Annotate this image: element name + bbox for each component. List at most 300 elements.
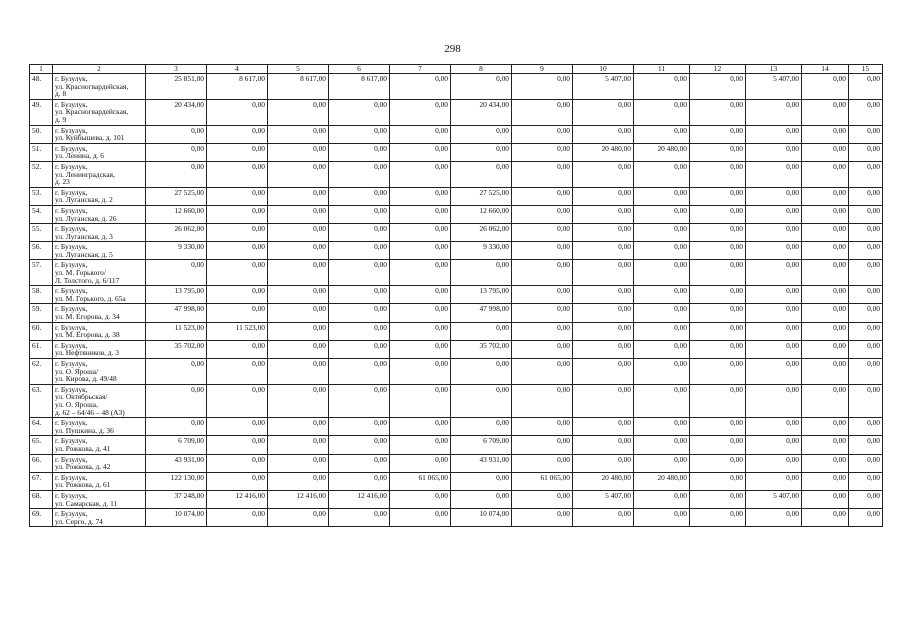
- value-cell: 0,00: [746, 340, 802, 358]
- value-cell: 6 709,00: [146, 436, 207, 454]
- value-cell: 0,00: [268, 286, 329, 304]
- value-cell: 0,00: [268, 418, 329, 436]
- value-cell: 0,00: [573, 187, 634, 205]
- value-cell: 12 660,00: [146, 205, 207, 223]
- value-cell: 0,00: [802, 304, 849, 322]
- value-cell: 6 709,00: [451, 436, 512, 454]
- value-cell: 0,00: [329, 304, 390, 322]
- value-cell: 0,00: [207, 125, 268, 143]
- value-cell: 0,00: [512, 99, 573, 125]
- address-cell: [53, 490, 146, 508]
- value-cell: 0,00: [634, 161, 690, 187]
- value-cell: 5 407,00: [573, 74, 634, 100]
- value-cell: 0,00: [746, 359, 802, 385]
- value-cell: 0,00: [802, 224, 849, 242]
- row-number: 69.: [30, 509, 53, 527]
- value-cell: 0,00: [146, 260, 207, 286]
- value-cell: 0,00: [746, 260, 802, 286]
- value-cell: 0,00: [329, 224, 390, 242]
- value-cell: 13 795,00: [146, 286, 207, 304]
- value-cell: 20 480,00: [634, 472, 690, 490]
- value-cell: 0,00: [207, 509, 268, 527]
- address-cell: [53, 286, 146, 304]
- address-line: г. Бузулук,: [55, 304, 88, 314]
- value-cell: 0,00: [268, 436, 329, 454]
- value-cell: 0,00: [512, 260, 573, 286]
- address-cell: [53, 472, 146, 490]
- value-cell: 0,00: [268, 454, 329, 472]
- value-cell: 0,00: [634, 418, 690, 436]
- value-cell: 0,00: [268, 161, 329, 187]
- value-cell: 0,00: [207, 340, 268, 358]
- value-cell: 0,00: [329, 509, 390, 527]
- value-cell: 0,00: [268, 304, 329, 322]
- table-row: [30, 340, 883, 358]
- address-line: ул. М. Горького, д. 65а: [55, 293, 126, 303]
- table-row: [30, 322, 883, 340]
- row-number: 48.: [30, 74, 53, 100]
- value-cell: 0,00: [573, 286, 634, 304]
- value-cell: 20 434,00: [451, 99, 512, 125]
- address-cell: [53, 99, 146, 125]
- value-cell: 0,00: [573, 242, 634, 260]
- value-cell: 0,00: [802, 161, 849, 187]
- value-cell: 0,00: [512, 143, 573, 161]
- value-cell: 0,00: [746, 187, 802, 205]
- value-cell: 43 931,00: [146, 454, 207, 472]
- address-line: ул. Луганская, д. 5: [55, 249, 113, 259]
- column-header: 15: [849, 65, 883, 74]
- value-cell: 0,00: [451, 322, 512, 340]
- value-cell: 0,00: [746, 418, 802, 436]
- row-number: 65.: [30, 436, 53, 454]
- value-cell: 5 407,00: [746, 490, 802, 508]
- value-cell: 0,00: [512, 187, 573, 205]
- value-cell: 0,00: [207, 286, 268, 304]
- address-cell: [53, 418, 146, 436]
- row-number: 67.: [30, 472, 53, 490]
- value-cell: 0,00: [268, 99, 329, 125]
- address-line: ул. Рожкова, д. 61: [55, 480, 111, 490]
- value-cell: 0,00: [849, 454, 883, 472]
- value-cell: 0,00: [849, 143, 883, 161]
- value-cell: 8 617,00: [329, 74, 390, 100]
- value-cell: 0,00: [268, 224, 329, 242]
- address-line: г. Бузулук,: [55, 74, 88, 83]
- address-cell: [53, 304, 146, 322]
- value-cell: 0,00: [746, 286, 802, 304]
- value-cell: 0,00: [451, 143, 512, 161]
- value-cell: 0,00: [268, 509, 329, 527]
- value-cell: 0,00: [849, 472, 883, 490]
- value-cell: 0,00: [268, 472, 329, 490]
- value-cell: 0,00: [390, 125, 451, 143]
- address-line: д. 8: [55, 89, 67, 99]
- row-number: 59.: [30, 304, 53, 322]
- value-cell: 0,00: [690, 436, 746, 454]
- address-line: ул. Рожкова, д. 42: [55, 462, 111, 472]
- value-cell: 0,00: [634, 260, 690, 286]
- value-cell: 12 416,00: [207, 490, 268, 508]
- value-cell: 0,00: [207, 454, 268, 472]
- value-cell: 0,00: [268, 242, 329, 260]
- value-cell: 26 062,00: [451, 224, 512, 242]
- value-cell: 0,00: [690, 509, 746, 527]
- address-line: ул. Пушкина, д. 36: [55, 425, 114, 435]
- value-cell: 0,00: [802, 490, 849, 508]
- value-cell: 0,00: [512, 359, 573, 385]
- row-number: 58.: [30, 286, 53, 304]
- value-cell: 0,00: [849, 74, 883, 100]
- address-line: г. Бузулук,: [55, 125, 88, 135]
- value-cell: 0,00: [690, 242, 746, 260]
- address-line: ул. Рожкова, д. 41: [55, 443, 111, 453]
- table-row: [30, 125, 883, 143]
- address-line: г. Бузулук,: [55, 205, 88, 215]
- value-cell: 0,00: [802, 454, 849, 472]
- value-cell: 11 523,00: [207, 322, 268, 340]
- value-cell: 0,00: [329, 125, 390, 143]
- value-cell: 0,00: [512, 322, 573, 340]
- value-cell: 0,00: [451, 490, 512, 508]
- table-row: [30, 161, 883, 187]
- value-cell: 0,00: [634, 454, 690, 472]
- value-cell: 0,00: [512, 436, 573, 454]
- value-cell: 0,00: [207, 161, 268, 187]
- value-cell: 0,00: [849, 205, 883, 223]
- value-cell: 0,00: [746, 99, 802, 125]
- value-cell: 0,00: [390, 490, 451, 508]
- value-cell: 0,00: [146, 161, 207, 187]
- address-line: ул. Красногвардейская,: [55, 81, 129, 91]
- value-cell: 0,00: [849, 384, 883, 417]
- address-cell: [53, 436, 146, 454]
- value-cell: 0,00: [329, 359, 390, 385]
- value-cell: 0,00: [451, 161, 512, 187]
- value-cell: 0,00: [849, 490, 883, 508]
- table-body: [30, 74, 883, 527]
- value-cell: 0,00: [268, 340, 329, 358]
- value-cell: 0,00: [512, 304, 573, 322]
- value-cell: 0,00: [390, 454, 451, 472]
- value-cell: 0,00: [390, 143, 451, 161]
- address-line: ул. О. Яроша,: [55, 399, 98, 409]
- address-line: г. Бузулук,: [55, 384, 88, 394]
- value-cell: 43 931,00: [451, 454, 512, 472]
- value-cell: 61 065,00: [512, 472, 573, 490]
- row-number: 61.: [30, 340, 53, 358]
- address-line: ул. Ленинградская,: [55, 169, 115, 179]
- value-cell: 27 525,00: [451, 187, 512, 205]
- value-cell: 0,00: [634, 304, 690, 322]
- value-cell: 0,00: [849, 509, 883, 527]
- row-number: 52.: [30, 161, 53, 187]
- value-cell: 0,00: [329, 242, 390, 260]
- value-cell: 0,00: [451, 125, 512, 143]
- value-cell: 0,00: [746, 125, 802, 143]
- value-cell: 0,00: [207, 242, 268, 260]
- value-cell: 26 062,00: [146, 224, 207, 242]
- table-row: [30, 99, 883, 125]
- column-header: 7: [390, 65, 451, 74]
- value-cell: 13 795,00: [451, 286, 512, 304]
- value-cell: 0,00: [802, 384, 849, 417]
- value-cell: 0,00: [512, 224, 573, 242]
- value-cell: 0,00: [329, 260, 390, 286]
- address-line: г. Бузулук,: [55, 224, 88, 234]
- value-cell: 0,00: [146, 143, 207, 161]
- value-cell: 0,00: [146, 125, 207, 143]
- address-line: г. Бузулук,: [55, 418, 88, 428]
- value-cell: 0,00: [207, 359, 268, 385]
- page-number: 298: [444, 43, 461, 55]
- column-header: 12: [690, 65, 746, 74]
- value-cell: 0,00: [207, 260, 268, 286]
- value-cell: 0,00: [512, 384, 573, 417]
- row-number: 57.: [30, 260, 53, 286]
- value-cell: 0,00: [573, 304, 634, 322]
- address-cell: [53, 509, 146, 527]
- value-cell: 0,00: [329, 384, 390, 417]
- value-cell: 20 480,00: [573, 143, 634, 161]
- column-header: 5: [268, 65, 329, 74]
- row-number: 51.: [30, 143, 53, 161]
- value-cell: 0,00: [746, 143, 802, 161]
- address-line: г. Бузулук,: [55, 509, 88, 519]
- column-header: 13: [746, 65, 802, 74]
- value-cell: 0,00: [512, 242, 573, 260]
- value-cell: 0,00: [573, 322, 634, 340]
- value-cell: 10 074,00: [451, 509, 512, 527]
- value-cell: 0,00: [512, 205, 573, 223]
- value-cell: 0,00: [690, 286, 746, 304]
- value-cell: 9 330,00: [451, 242, 512, 260]
- table-row: [30, 359, 883, 385]
- column-header: 10: [573, 65, 634, 74]
- value-cell: 0,00: [690, 260, 746, 286]
- value-cell: 0,00: [207, 472, 268, 490]
- value-cell: 0,00: [802, 472, 849, 490]
- address-cell: [53, 143, 146, 161]
- address-line: ул. Серго, д. 74: [55, 516, 103, 526]
- value-cell: 0,00: [634, 99, 690, 125]
- value-cell: 0,00: [690, 99, 746, 125]
- value-cell: 0,00: [802, 187, 849, 205]
- column-header: 8: [451, 65, 512, 74]
- value-cell: 0,00: [268, 187, 329, 205]
- value-cell: 0,00: [573, 436, 634, 454]
- value-cell: 0,00: [207, 384, 268, 417]
- column-header: 9: [512, 65, 573, 74]
- address-line: г. Бузулук,: [55, 490, 88, 500]
- column-header: 14: [802, 65, 849, 74]
- value-cell: 0,00: [690, 340, 746, 358]
- value-cell: 0,00: [690, 418, 746, 436]
- value-cell: 0,00: [690, 143, 746, 161]
- address-line: г. Бузулук,: [55, 454, 88, 464]
- address-line: г. Бузулук,: [55, 99, 88, 109]
- value-cell: 0,00: [746, 384, 802, 417]
- value-cell: 0,00: [746, 509, 802, 527]
- value-cell: 0,00: [573, 224, 634, 242]
- value-cell: 0,00: [849, 260, 883, 286]
- address-line: ул. Луганская, д. 26: [55, 213, 117, 223]
- value-cell: 0,00: [573, 161, 634, 187]
- value-cell: 0,00: [690, 161, 746, 187]
- value-cell: 0,00: [207, 143, 268, 161]
- address-line: ул. Куйбышева, д. 101: [55, 133, 125, 143]
- value-cell: 0,00: [746, 454, 802, 472]
- address-line: ул. Луганская, д. 3: [55, 231, 113, 241]
- value-cell: 0,00: [690, 187, 746, 205]
- value-cell: 0,00: [268, 205, 329, 223]
- table-row: [30, 286, 883, 304]
- table-row: [30, 509, 883, 527]
- address-line: г. Бузулук,: [55, 143, 88, 153]
- value-cell: 0,00: [849, 224, 883, 242]
- value-cell: 0,00: [746, 304, 802, 322]
- value-cell: 0,00: [512, 340, 573, 358]
- value-cell: 0,00: [390, 359, 451, 385]
- value-cell: 0,00: [512, 74, 573, 100]
- address-cell: [53, 454, 146, 472]
- value-cell: 0,00: [207, 205, 268, 223]
- value-cell: 20 480,00: [634, 143, 690, 161]
- column-header: 3: [146, 65, 207, 74]
- address-cell: [53, 161, 146, 187]
- address-line: г. Бузулук,: [55, 161, 88, 171]
- value-cell: 0,00: [849, 418, 883, 436]
- address-cell: [53, 74, 146, 100]
- value-cell: 0,00: [207, 304, 268, 322]
- table-row: [30, 454, 883, 472]
- value-cell: 0,00: [690, 125, 746, 143]
- value-cell: 25 851,00: [146, 74, 207, 100]
- address-line: д. 9: [55, 114, 67, 124]
- value-cell: 0,00: [451, 260, 512, 286]
- row-number: 62.: [30, 359, 53, 385]
- value-cell: 0,00: [451, 384, 512, 417]
- value-cell: 0,00: [268, 359, 329, 385]
- value-cell: 27 525,00: [146, 187, 207, 205]
- value-cell: 0,00: [329, 340, 390, 358]
- row-number: 55.: [30, 224, 53, 242]
- address-line: г. Бузулук,: [55, 436, 88, 446]
- value-cell: 0,00: [849, 242, 883, 260]
- address-line: ул. М. Егорова, д. 34: [55, 312, 120, 322]
- value-cell: 0,00: [849, 99, 883, 125]
- value-cell: 0,00: [634, 384, 690, 417]
- row-number: 50.: [30, 125, 53, 143]
- value-cell: 0,00: [849, 125, 883, 143]
- address-line: ул. Октябрьская/: [55, 392, 108, 402]
- value-cell: 0,00: [802, 322, 849, 340]
- address-cell: [53, 242, 146, 260]
- value-cell: 0,00: [634, 187, 690, 205]
- value-cell: 35 702,00: [451, 340, 512, 358]
- value-cell: 0,00: [690, 74, 746, 100]
- value-cell: 0,00: [512, 125, 573, 143]
- value-cell: 0,00: [329, 454, 390, 472]
- value-cell: 12 660,00: [451, 205, 512, 223]
- value-cell: 0,00: [849, 359, 883, 385]
- value-cell: 8 617,00: [207, 74, 268, 100]
- address-line: ул. Самарская, д. 11: [55, 498, 118, 508]
- value-cell: 0,00: [690, 472, 746, 490]
- value-cell: 0,00: [573, 205, 634, 223]
- value-cell: 0,00: [634, 340, 690, 358]
- value-cell: 0,00: [802, 205, 849, 223]
- value-cell: 0,00: [451, 74, 512, 100]
- value-cell: 0,00: [690, 304, 746, 322]
- column-header: 6: [329, 65, 390, 74]
- value-cell: 0,00: [390, 509, 451, 527]
- value-cell: 0,00: [268, 384, 329, 417]
- value-cell: 61 065,00: [390, 472, 451, 490]
- value-cell: 0,00: [390, 187, 451, 205]
- address-line: ул. Нефтяников, д. 3: [55, 348, 119, 358]
- address-line: г. Бузулук,: [55, 340, 88, 350]
- address-cell: [53, 187, 146, 205]
- value-cell: 0,00: [573, 260, 634, 286]
- value-cell: 0,00: [390, 99, 451, 125]
- address-line: г. Бузулук,: [55, 359, 88, 368]
- value-cell: 0,00: [690, 205, 746, 223]
- value-cell: 0,00: [746, 322, 802, 340]
- value-cell: 0,00: [390, 304, 451, 322]
- column-header: 4: [207, 65, 268, 74]
- value-cell: 0,00: [573, 418, 634, 436]
- value-cell: 5 407,00: [746, 74, 802, 100]
- table-row: [30, 490, 883, 508]
- address-line: г. Бузулук,: [55, 286, 88, 296]
- address-line: ул. Луганская, д. 2: [55, 195, 113, 205]
- value-cell: 0,00: [849, 304, 883, 322]
- value-cell: 0,00: [802, 125, 849, 143]
- value-cell: 12 416,00: [268, 490, 329, 508]
- value-cell: 0,00: [146, 359, 207, 385]
- value-cell: 0,00: [329, 436, 390, 454]
- value-cell: 0,00: [573, 99, 634, 125]
- value-cell: 0,00: [634, 224, 690, 242]
- value-cell: 0,00: [634, 490, 690, 508]
- value-cell: 0,00: [634, 322, 690, 340]
- value-cell: 0,00: [329, 143, 390, 161]
- value-cell: 0,00: [329, 286, 390, 304]
- table-row: [30, 384, 883, 417]
- address-line: г. Бузулук,: [55, 242, 88, 252]
- value-cell: 47 998,00: [146, 304, 207, 322]
- address-cell: [53, 260, 146, 286]
- row-number: 49.: [30, 99, 53, 125]
- table-row: [30, 74, 883, 100]
- value-cell: 0,00: [512, 286, 573, 304]
- value-cell: 0,00: [746, 205, 802, 223]
- address-line: г. Бузулук,: [55, 187, 88, 197]
- value-cell: 0,00: [329, 322, 390, 340]
- row-number: 64.: [30, 418, 53, 436]
- value-cell: 0,00: [802, 99, 849, 125]
- value-cell: 0,00: [802, 260, 849, 286]
- address-line: ул. М. Горького/: [55, 268, 106, 278]
- address-line: ул. О. Яроша/: [55, 366, 99, 376]
- value-cell: 0,00: [329, 418, 390, 436]
- value-cell: 0,00: [329, 205, 390, 223]
- value-cell: 0,00: [690, 384, 746, 417]
- value-cell: 0,00: [390, 161, 451, 187]
- value-cell: 0,00: [268, 125, 329, 143]
- value-cell: 0,00: [512, 418, 573, 436]
